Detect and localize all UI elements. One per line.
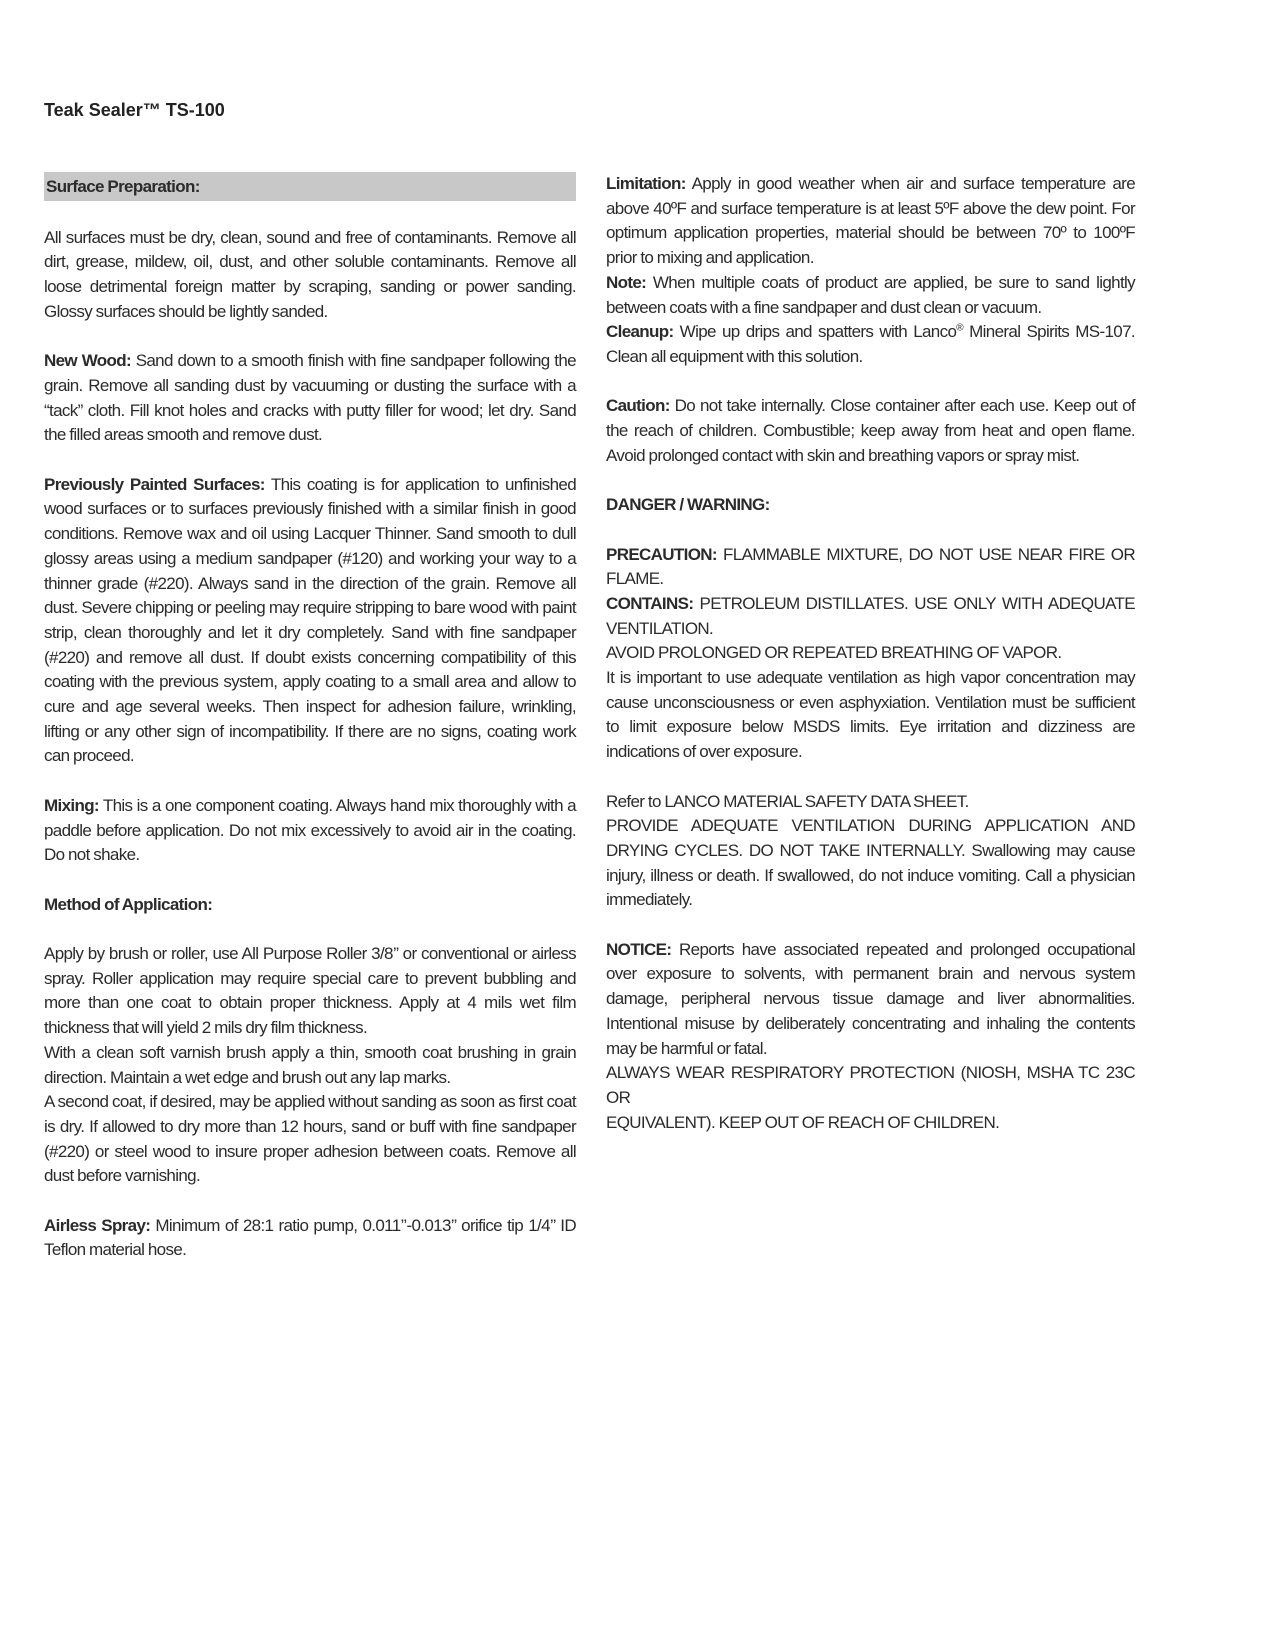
previously-painted-section [44,473,576,769]
note-section [606,271,1135,320]
caution-label: Caution: [606,396,670,416]
refer-text: Refer to LANCO MATERIAL SAFETY DATA SHEET. [606,791,969,811]
method-paragraph-3: A second coat, if desired, may be applied without sanding as soon as first coat is dry. If allowed to dry more than 12 hours, sand or buff with fine sandpaper (#220) or steel wood to insure proper adhesion between coats. Remove all dust before varnishing. [44,1092,576,1186]
cleanup-label: Cleanup: [606,322,674,342]
limitation-label: Limitation: [606,174,686,193]
method-paragraph-1: Apply by brush or roller, use All Purpose Roller 3/8’’ or conventional or airless spray. Roller application may require special care to prevent bubbling and more than one coat to obtain proper thickness. Apply at 4 mils wet film thickness that will yield 2 mils dry film thickness. [44,944,576,1038]
cleanup-section [606,320,1135,369]
mixing-section [44,794,576,868]
respiratory-text-b: EQUIVALENT). KEEP OUT OF REACH OF CHILDREN. [606,1112,1000,1132]
note-text: When multiple coats of product are applied, be sure to sand lightly between coats with a fine sandpaper and dust clean or vacuum. [606,272,1135,317]
cleanup-text-a: Wipe up drips and spatters with Lanco [673,322,957,342]
ventilation-text: It is important to use adequate ventilation as high vapor concentration may cause unconsciousness or even asphyxiation. Ventilation must be sufficient to limit exposure below MSDS limits. Eye irritation and dizziness are indications of over exposure. [606,668,1135,762]
caution-text: Do not take internally. Close container after each use. Keep out of the reach of children. Combustible; keep away from heat and open flame. Avoid prolonged contact with skin and breathing vapors or spray mist. [606,396,1135,465]
contains-label: CONTAINS: [606,593,694,613]
right-column [606,172,1135,1135]
precaution-text: FLAMMABLE MIXTURE, DO NOT USE NEAR FIRE OR FLAME. [606,544,1135,589]
new-wood-section [44,349,576,448]
previously-painted-text: This coating is for application to unfinished wood surfaces or to surfaces previously finished with a similar finish in good conditions. Remove wax and oil using Lacquer Thinner. Sand smooth to dull glossy areas using a medium sandpaper (#120) and working your way to a thinner grade (#220). Always sand in the direction of the grain. Remove all dust. Severe chipping or peeling may require stripping to bare wood with paint strip, clean thoroughly and let it dry completely. Sand with fine sandpaper (#220) and remove all dust. If doubt exists concerning compatibility of this coating with the previous system, apply coating to a small area and allow to cure and age several weeks. Then inspect for adhesion failure, wrinkling, lifting or any other sign of incompatibility. If there are no signs, coating work can proceed. [44,474,576,766]
precaution-section [606,543,1135,592]
airless-spray-text: Minimum of 28:1 ratio pump, 0.011’’-0.013’’ orifice tip 1/4’’ ID Teflon material hose. [44,1215,576,1260]
cleanup-text-b: Mineral Spirits MS-107. Clean all equipment with this solution. [606,322,1135,366]
registered-mark: ® [956,322,963,334]
new-wood-text: Sand down to a smooth finish with fine sandpaper following the grain. Remove all sanding dust by vacuuming or dusting the surface with a “tack” cloth. Fill knot holes and cracks with putty filler for wood; let dry. Sand the filled areas smooth and remove dust. [44,351,576,445]
surface-preparation-text: All surfaces must be dry, clean, sound and free of contaminants. Remove all dirt, grease, mildew, oil, dust, and other soluble contaminants. Remove all loose detrimental foreign matter by scraping, sanding or power sanding. Glossy surfaces should be lightly sanded. [44,227,576,321]
surface-preparation-heading: Surface Preparation: [44,172,576,201]
danger-warning-heading: DANGER / WARNING: [606,495,770,515]
limitation-section [606,172,1135,271]
contains-text: PETROLEUM DISTILLATES. USE ONLY WITH ADEQUATE VENTILATION. [606,593,1135,638]
notice-section [606,938,1135,1062]
notice-text: Reports have associated repeated and prolonged occupational over exposure to solvents, with permanent brain and nervous system damage, peripheral nervous tissue damage and liver abnormalities. Intentional misuse by deliberately concentrating and inhaling the contents may be harmful or fatal. [606,939,1135,1058]
mixing-label: Mixing: [44,795,99,815]
new-wood-label: New Wood: [44,351,131,371]
notice-label: NOTICE: [606,939,672,959]
previously-painted-label: Previously Painted Surfaces: [44,474,265,494]
note-label: Note: [606,272,647,292]
airless-spray-section [44,1214,576,1263]
precaution-label: PRECAUTION: [606,544,717,564]
left-column [44,172,576,1263]
respiratory-text-a: ALWAYS WEAR RESPIRATORY PROTECTION (NIOSH, MSHA TC 23C OR [606,1063,1135,1107]
contains-section [606,592,1135,641]
document-title: Teak Sealer™ TS-100 [44,100,225,120]
method-paragraph-2: With a clean soft varnish brush apply a thin, smooth coat brushing in grain direction. Maintain a wet edge and brush out any lap marks. [44,1042,576,1087]
provide-ventilation-text: PROVIDE ADEQUATE VENTILATION DURING APPLICATION AND DRYING CYCLES. DO NOT TAKE INTERNALLY. Swallowing may cause injury, illness or death. If swallowed, do not induce vomiting. Call a physician immediately. [606,816,1135,910]
mixing-text: This is a one component coating. Always hand mix thoroughly with a paddle before application. Do not mix excessively to avoid air in the coating. Do not shake. [44,795,576,865]
airless-spray-label: Airless Spray: [44,1215,151,1235]
avoid-text: AVOID PROLONGED OR REPEATED BREATHING OF VAPOR. [606,643,1062,663]
caution-section [606,394,1135,468]
method-of-application-heading: Method of Application: [44,894,213,914]
limitation-text: Apply in good weather when air and surface temperature are above 40ºF and surface temperature is at least 5ºF above the dew point. For optimum application properties, material should be between 70º to 100ºF prior to mixing and application. [606,174,1135,268]
